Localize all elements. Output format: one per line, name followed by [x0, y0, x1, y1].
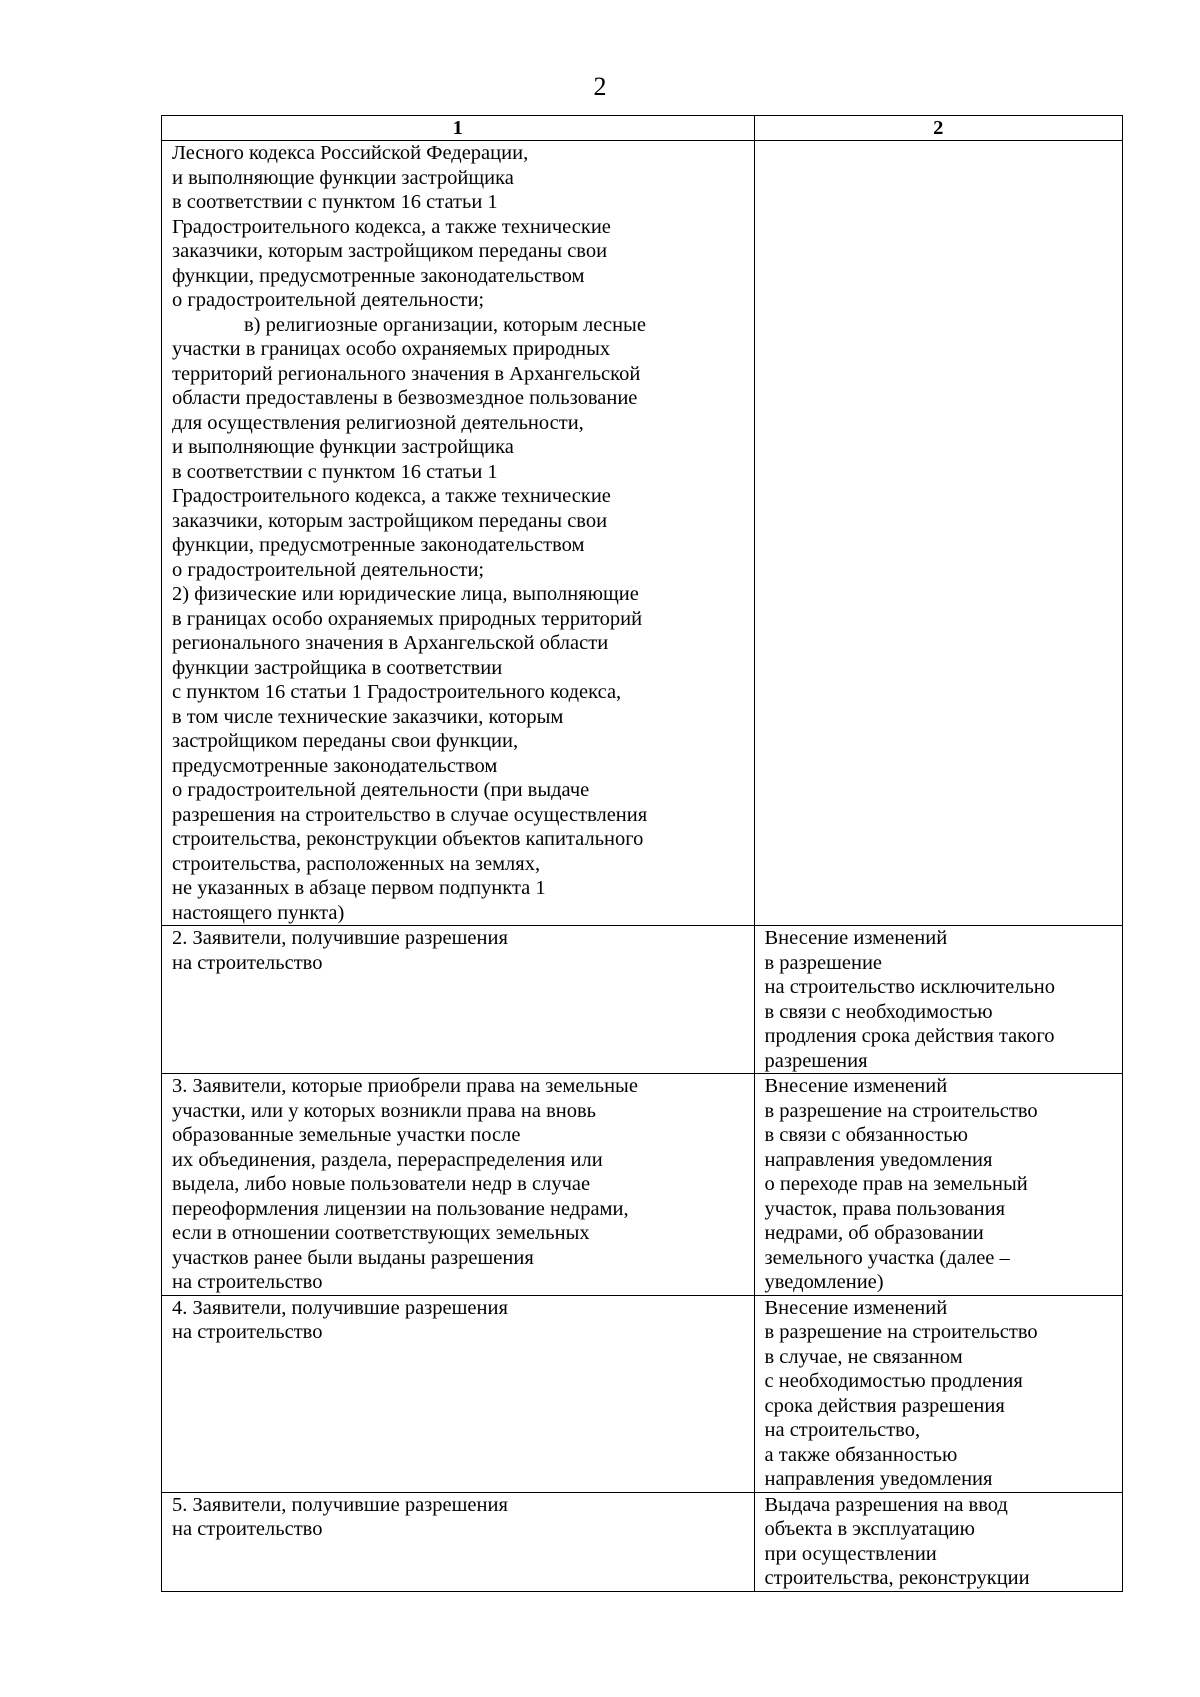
cell-line: в случае, не связанном	[764, 1345, 963, 1368]
cell-line: участок, права пользования	[764, 1197, 1005, 1220]
table-row	[162, 926, 1123, 1074]
cell-line: при осуществлении	[764, 1542, 937, 1565]
cell-line: о переходе прав на земельный	[764, 1173, 1028, 1195]
cell-line: 2) физические или юридические лица, выполняющие	[172, 583, 639, 605]
cell-line: на строительство	[172, 951, 323, 974]
cell-line: Внесение изменений	[764, 1075, 948, 1097]
cell-line: срока действия разрешения	[764, 1394, 1005, 1417]
service-cell	[754, 141, 1123, 926]
cell-line: участки в границах особо охраняемых природных	[172, 338, 611, 360]
cell-line: регионального значения в Архангельской области	[172, 632, 609, 654]
cell-line: в соответствии с пунктом 16 статьи 1	[172, 460, 498, 483]
cell-line: предусмотренные законодательством	[172, 754, 498, 777]
cell-line: настоящего пункта)	[172, 901, 345, 924]
cell-line: направления уведомления	[764, 1468, 993, 1490]
cell-line: области предоставлены в безвозмездное пользование	[172, 387, 638, 409]
cell-line: функции застройщика в соответствии	[172, 656, 503, 679]
table-row	[162, 141, 1123, 926]
cell-line: в том числе технические заказчики, которым	[172, 705, 564, 728]
cell-line: строительства, реконструкции	[764, 1567, 1030, 1589]
cell-line: переоформления лицензии на пользование недрами,	[172, 1197, 629, 1220]
table-row	[162, 1492, 1123, 1591]
cell-line: в связи с необходимостью	[764, 1000, 993, 1023]
cell-line: объекта в эксплуатацию	[764, 1518, 975, 1540]
cell-line: Градостроительного кодекса, а также технические	[172, 215, 611, 238]
cell-line: разрешения на строительство в случае осуществления	[172, 803, 648, 826]
cell-line: разрешения	[764, 1049, 868, 1072]
cell-line: Лесного кодекса Российской Федерации,	[172, 142, 529, 164]
applicant-cell	[162, 1295, 755, 1492]
cell-line: в) религиозные организации, которым лесные	[244, 313, 646, 336]
cell-line: образованные земельные участки после	[172, 1124, 521, 1146]
cell-line: заказчики, которым застройщиком переданы свои	[172, 240, 608, 262]
cell-line: о градостроительной деятельности (при выдаче	[172, 779, 590, 801]
cell-line: в разрешение на строительство	[764, 1321, 1038, 1343]
cell-line: функции, предусмотренные законодательством	[172, 534, 585, 556]
column-header-2: 2	[754, 116, 1123, 141]
cell-line: и выполняющие функции застройщика	[172, 166, 514, 189]
service-cell	[754, 926, 1123, 1074]
cell-line: в границах особо охраняемых природных территорий	[172, 607, 643, 630]
cell-line: уведомление)	[764, 1271, 884, 1293]
cell-line: в связи с обязанностью	[764, 1124, 968, 1146]
cell-line: строительства, расположенных на землях,	[172, 852, 541, 875]
cell-line: Градостроительного кодекса, а также технические	[172, 485, 611, 507]
applicant-cell	[162, 141, 755, 926]
column-header-1: 1	[162, 116, 755, 141]
cell-line: 3. Заявители, которые приобрели права на земельные	[172, 1075, 638, 1097]
cell-line: направления уведомления	[764, 1148, 993, 1171]
cell-line: участки, или у которых возникли права на вновь	[172, 1099, 596, 1122]
cell-line: на строительство	[172, 1271, 323, 1293]
table-header-row	[162, 116, 1123, 141]
cell-line: 5. Заявители, получившие разрешения	[172, 1493, 508, 1516]
cell-line: и выполняющие функции застройщика	[172, 436, 514, 458]
cell-line: Внесение изменений	[764, 927, 948, 949]
cell-line: а также обязанностью	[764, 1443, 958, 1466]
cell-line: на строительство	[172, 1518, 323, 1540]
cell-line: о градостроительной деятельности;	[172, 558, 485, 581]
table-row	[162, 1074, 1123, 1296]
cell-line: 4. Заявители, получившие разрешения	[172, 1296, 508, 1319]
table-row	[162, 1295, 1123, 1492]
cell-line: Выдача разрешения на ввод	[764, 1493, 1008, 1516]
cell-line: в соответствии с пунктом 16 статьи 1	[172, 191, 498, 213]
cell-line: с необходимостью продления	[764, 1370, 1023, 1392]
cell-line: застройщиком переданы свои функции,	[172, 730, 519, 752]
cell-line: для осуществления религиозной деятельности,	[172, 411, 584, 434]
cell-line: 2. Заявители, получившие разрешения	[172, 927, 508, 949]
service-cell	[754, 1074, 1123, 1296]
cell-line: в разрешение на строительство	[764, 1099, 1038, 1122]
cell-line: недрами, об образовании	[764, 1222, 984, 1244]
cell-line: Внесение изменений	[764, 1296, 948, 1319]
cell-line: строительства, реконструкции объектов капитального	[172, 828, 644, 850]
cell-line: земельного участка (далее –	[764, 1246, 1010, 1269]
cell-line: о градостроительной деятельности;	[172, 289, 485, 311]
service-cell	[754, 1295, 1123, 1492]
services-table	[161, 115, 1123, 1592]
cell-line: продления срока действия такого	[764, 1025, 1055, 1047]
cell-line: на строительство,	[764, 1419, 921, 1441]
service-cell	[754, 1492, 1123, 1591]
cell-line: территорий регионального значения в Архангельской	[172, 362, 641, 385]
cell-line: не указанных в абзаце первом подпункта 1	[172, 877, 546, 899]
cell-line: заказчики, которым застройщиком переданы свои	[172, 509, 608, 532]
applicant-cell	[162, 926, 755, 1074]
cell-line: участков ранее были выданы разрешения	[172, 1246, 534, 1269]
applicant-cell	[162, 1492, 755, 1591]
applicant-cell	[162, 1074, 755, 1296]
page-number: 2	[593, 72, 607, 101]
cell-line: функции, предусмотренные законодательством	[172, 264, 585, 287]
cell-line: в разрешение	[764, 951, 883, 974]
cell-line: на строительство	[172, 1321, 323, 1343]
cell-line: на строительство исключительно	[764, 976, 1056, 998]
cell-line: их объединения, раздела, перераспределения или	[172, 1148, 603, 1171]
cell-line: если в отношении соответствующих земельных	[172, 1222, 590, 1244]
cell-line: с пунктом 16 статьи 1 Градостроительного кодекса,	[172, 681, 622, 703]
cell-line: выдела, либо новые пользователи недр в случае	[172, 1173, 591, 1195]
